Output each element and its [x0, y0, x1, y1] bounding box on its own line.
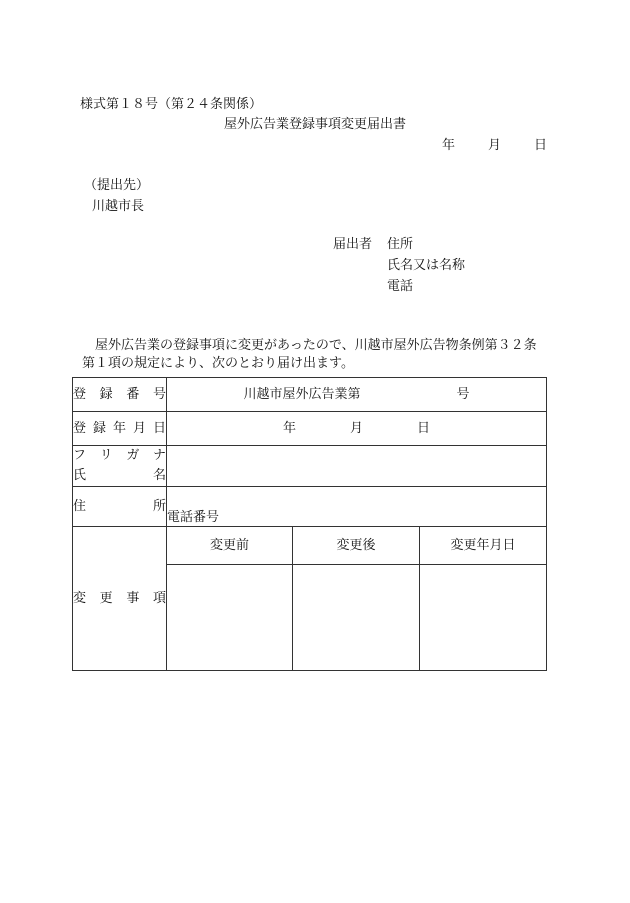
after-field[interactable] — [293, 565, 420, 671]
reg-number-field[interactable] — [167, 378, 547, 412]
applicant-name-label: 氏名又は名称 — [387, 258, 466, 273]
reg-date-field[interactable] — [167, 412, 547, 446]
before-field[interactable] — [167, 565, 293, 671]
name-field[interactable] — [167, 446, 547, 487]
document-title: 屋外広告業登録事項変更届出書 — [223, 117, 406, 132]
phone-number-label: 電話番号 — [167, 510, 220, 525]
furigana-name-label — [73, 446, 167, 487]
change-items-label: 変 更 事 項 — [73, 527, 167, 671]
reg-number-prefix: 川越市屋外広告業第 — [243, 386, 361, 402]
form-number: 様式第１８号（第２４条関係） — [80, 97, 263, 112]
applicant-label: 届出者 — [333, 237, 373, 252]
addressee-name: 川越市長 — [92, 199, 145, 214]
table-row — [73, 446, 547, 487]
applicant-phone-label: 電話 — [387, 279, 414, 294]
furigana-label: フ リ ガ ナ — [73, 448, 166, 463]
notification-statement: 屋外広告業の登録事項に変更があったので、川越市屋外広告物条例第３２条第１項の規定により、次のとおり届け出ます。 — [82, 338, 537, 371]
date-year-label: 年 — [442, 138, 456, 153]
col-before-header: 変更前 — [167, 527, 293, 565]
registration-change-table — [72, 377, 547, 671]
reg-number-label: 登 録 番 号 — [73, 378, 167, 412]
submission-date — [442, 138, 547, 154]
applicant-address-label: 住所 — [387, 237, 414, 252]
table-row — [73, 487, 547, 527]
reg-date-day: 日 — [417, 420, 431, 436]
table-row — [73, 412, 547, 446]
reg-date-year: 年 — [282, 420, 296, 436]
table-row — [73, 527, 547, 565]
address-field[interactable] — [167, 487, 547, 527]
date-month-label: 月 — [488, 138, 502, 153]
name-label: 氏 名 — [73, 468, 166, 483]
date-day-label: 日 — [534, 138, 548, 153]
address-label: 住 所 — [73, 487, 167, 527]
reg-date-month: 月 — [350, 420, 364, 436]
reg-date-label: 登 録 年 月 日 — [73, 412, 167, 446]
change-date-field[interactable] — [420, 565, 547, 671]
addressee-label: （提出先） — [84, 178, 150, 193]
col-after-header: 変更後 — [293, 527, 420, 565]
reg-number-suffix: 号 — [456, 386, 470, 402]
table-row — [73, 378, 547, 412]
col-date-header: 変更年月日 — [420, 527, 547, 565]
